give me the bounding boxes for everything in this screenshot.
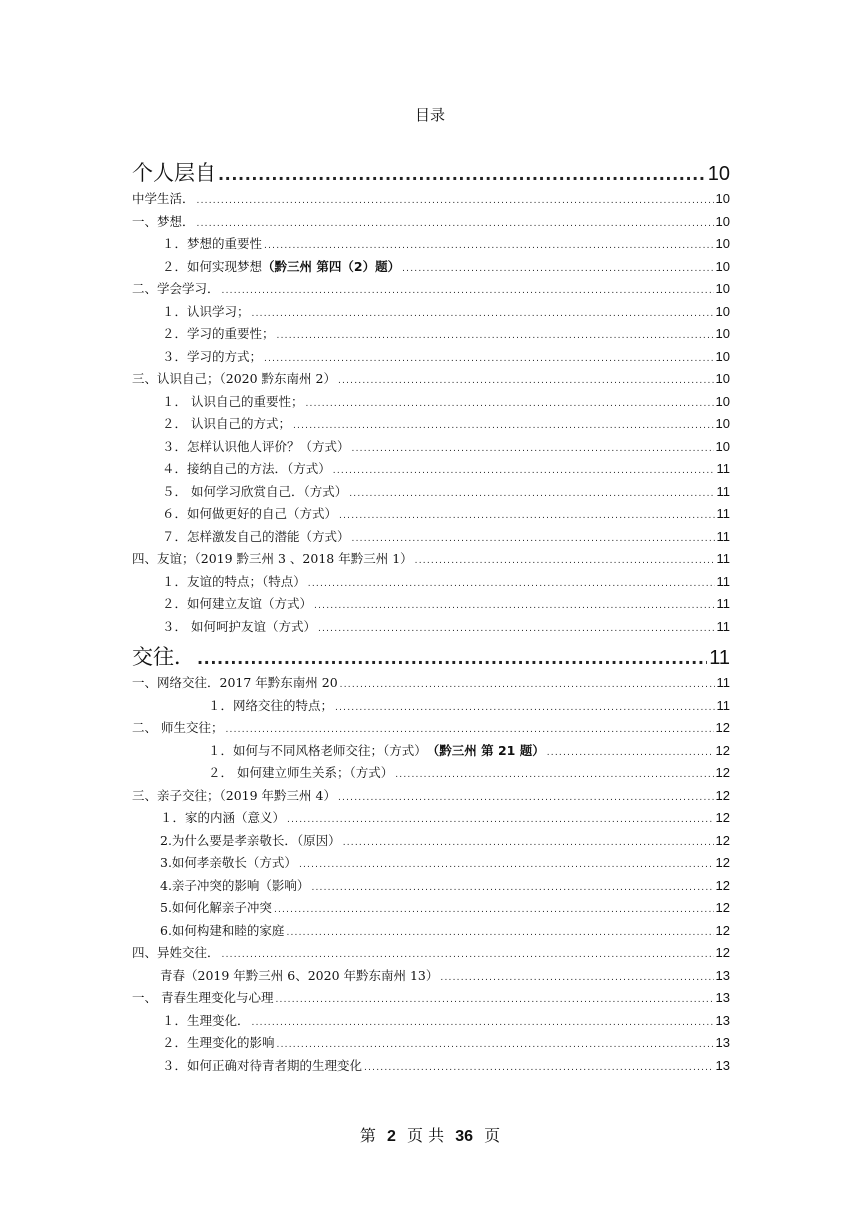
- toc-chapter-entry[interactable]: [132, 158, 730, 188]
- toc-page-number: 13: [715, 1057, 730, 1073]
- toc-entry-label: ６．如何做更好的自己（方式）: [162, 506, 338, 521]
- toc-page-number: 11: [716, 551, 730, 566]
- toc-entry[interactable]: [132, 211, 730, 234]
- toc-dot-leader: [333, 460, 715, 483]
- toc-entry-label: ４．接纳自己的方法．（方式）: [162, 461, 331, 476]
- toc-page-number: 12: [715, 720, 730, 735]
- toc-entry-label: 三、亲子交往；（2019 年黔三州 4）: [132, 787, 336, 803]
- toc-entry[interactable]: [132, 323, 730, 346]
- toc-dot-leader: [222, 944, 714, 967]
- toc-dot-leader: [314, 595, 714, 618]
- toc-entry-label: 青春（2019 年黔三州 6、2020 年黔东南州 13）: [160, 967, 439, 983]
- toc-dot-leader: [197, 190, 714, 213]
- toc-entry[interactable]: [132, 458, 730, 481]
- toc-page-number: 12: [715, 765, 730, 780]
- footer-page-number: 2: [387, 1128, 396, 1145]
- footer-suffix: 页: [484, 1126, 501, 1145]
- toc-entry[interactable]: [132, 942, 730, 965]
- toc-entry[interactable]: [132, 278, 730, 301]
- toc-page-number: 10: [715, 303, 730, 319]
- toc-dot-leader: [395, 764, 713, 787]
- toc-entry[interactable]: [132, 785, 730, 808]
- toc-dot-leader: [338, 787, 714, 810]
- toc-dot-leader: [308, 573, 715, 596]
- toc-dot-leader: [352, 528, 715, 551]
- toc-page-number: 11: [716, 506, 730, 521]
- toc-entry-label: 一、 青春生理变化与心理: [132, 990, 274, 1005]
- toc-page-number: 12: [715, 742, 730, 758]
- toc-entry-label: 4.亲子冲突的影响（影响）: [160, 877, 310, 893]
- toc-entry-label: 四、友谊；（2019 黔三州 3 、2018 年黔三州 1）: [132, 551, 413, 566]
- toc-page-number: 10: [707, 163, 730, 185]
- toc-entry-exam-note: （黔三州 第 21 题）: [426, 742, 545, 758]
- toc-entry[interactable]: [132, 897, 730, 920]
- toc-entry[interactable]: [132, 391, 730, 414]
- toc-page-number: 11: [716, 528, 730, 544]
- toc-entry-label: ３．怎样认识他人评价？（方式）: [162, 438, 350, 454]
- toc-entry[interactable]: [132, 188, 730, 211]
- toc-page-number: 10: [715, 258, 730, 274]
- toc-entry-label: １．生理变化．: [162, 1012, 250, 1028]
- toc-entry[interactable]: [132, 233, 730, 256]
- toc-dot-leader: [343, 832, 714, 855]
- toc-entry[interactable]: [132, 301, 730, 324]
- toc-entry-label: 四、异姓交往．: [132, 945, 220, 960]
- toc-dot-leader: [225, 719, 713, 742]
- toc-dot-leader: [340, 674, 715, 697]
- toc-page-number: 10: [715, 416, 730, 431]
- toc-entry-label: 5.如何化解亲子冲突: [160, 900, 272, 915]
- toc-entry-exam-note: （黔三州 第四（2）题）: [262, 258, 401, 274]
- toc-entry[interactable]: [132, 1055, 730, 1078]
- toc-entry-label: １．家的内涵（意义）: [160, 810, 286, 825]
- footer-middle: 页 共: [407, 1126, 445, 1145]
- toc-entry[interactable]: [132, 920, 730, 943]
- toc-dot-leader: [252, 303, 714, 326]
- toc-dot-leader: [547, 742, 714, 765]
- toc-entry-label: ２．学习的重要性；: [162, 326, 275, 341]
- toc-page-number: 11: [709, 647, 730, 669]
- toc-dot-leader: [293, 415, 714, 438]
- toc-page-number: 13: [715, 1035, 730, 1050]
- toc-entry-label: 二、学会学习．: [132, 281, 220, 296]
- toc-entry[interactable]: [132, 346, 730, 369]
- toc-chapter-entry[interactable]: [132, 642, 730, 672]
- toc-entry-label: １．友谊的特点；（特点）: [162, 573, 306, 589]
- toc-entry-label: ２．如何实现梦想: [162, 258, 263, 274]
- toc-entry-label: 三、认识自己；（2020 黔东南州 2）: [132, 371, 336, 386]
- toc-entry[interactable]: [132, 413, 730, 436]
- toc-entry[interactable]: [132, 830, 730, 853]
- toc-dot-leader: [218, 160, 706, 190]
- toc-entry[interactable]: [132, 481, 730, 504]
- toc-entry-label: 中学生活．: [132, 191, 195, 206]
- toc-dot-leader: [352, 438, 714, 461]
- toc-page-number: 10: [715, 191, 730, 206]
- toc-entry-label: 二、 师生交往；: [132, 720, 224, 735]
- toc-entry[interactable]: [132, 695, 730, 718]
- toc-dot-leader: [402, 258, 713, 281]
- toc-entry[interactable]: [132, 1010, 730, 1033]
- toc-dot-leader: [349, 483, 714, 506]
- toc-page-number: 11: [716, 618, 730, 634]
- toc-entry-label: ２．生理变化的影响: [162, 1035, 275, 1050]
- toc-entry-label: ５． 如何学习欣赏自己．（方式）: [162, 483, 348, 499]
- toc-entry[interactable]: [132, 526, 730, 549]
- toc-page-number: 10: [715, 348, 730, 364]
- toc-page-number: 12: [715, 922, 730, 938]
- toc-entry[interactable]: [132, 256, 730, 279]
- toc-dot-leader: [299, 854, 714, 877]
- toc-entry-label: ３．学习的方式；: [162, 348, 263, 364]
- toc-entry-label: ７．怎样激发自己的潜能（方式）: [162, 528, 350, 544]
- toc-entry-label: 6.如何构建和睦的家庭: [160, 922, 285, 938]
- toc-entry[interactable]: [132, 740, 730, 763]
- toc-page-number: 10: [715, 438, 730, 454]
- toc-entry[interactable]: [132, 593, 730, 616]
- toc-entry[interactable]: [132, 368, 730, 391]
- toc-page-number: 11: [716, 697, 730, 713]
- toc-page-number: 12: [715, 832, 730, 848]
- toc-entry-label: 2.为什么要是孝亲敬长．（原因）: [160, 832, 341, 848]
- toc-entry[interactable]: [132, 548, 730, 571]
- toc-entry-label: 交往．: [132, 645, 195, 669]
- toc-dot-leader: [305, 393, 713, 416]
- toc-dot-leader: [364, 1057, 714, 1080]
- toc-dot-leader: [275, 989, 713, 1012]
- toc-dot-leader: [264, 348, 714, 371]
- toc-page-number: 11: [716, 596, 730, 611]
- toc-dot-leader: [274, 899, 714, 922]
- toc-dot-leader: [338, 370, 714, 393]
- toc-dot-leader: [318, 618, 715, 641]
- toc-entry[interactable]: [132, 1032, 730, 1055]
- toc-entry-label: ２．如何建立友谊（方式）: [162, 596, 313, 611]
- toc-title: 目录: [414, 106, 445, 124]
- toc-page-number: 12: [715, 787, 730, 803]
- toc-entry-label: 一、网络交往．2017 年黔东南州 20: [132, 675, 338, 690]
- toc-page-number: 12: [715, 810, 730, 825]
- toc-page-number: 13: [715, 1012, 730, 1028]
- toc-dot-leader: [440, 967, 713, 990]
- toc-entry[interactable]: [132, 762, 730, 785]
- toc-page-number: 12: [715, 877, 730, 893]
- toc-page-number: 10: [715, 326, 730, 341]
- toc-dot-leader: [339, 505, 714, 528]
- toc-entry-label: ２． 如何建立师生关系；（方式）: [208, 765, 394, 780]
- toc-dot-leader: [311, 877, 713, 900]
- toc-page-number: 10: [715, 213, 730, 229]
- table-of-contents: [132, 158, 730, 1077]
- toc-dot-leader: [335, 697, 714, 720]
- footer-prefix: 第: [359, 1126, 376, 1145]
- toc-entry-label: ３．如何正确对待青者期的生理变化: [162, 1057, 363, 1073]
- page-footer: [0, 1123, 860, 1146]
- toc-entry-label: 个人层自: [132, 161, 216, 185]
- toc-page-number: 11: [716, 461, 730, 476]
- toc-page-number: 10: [715, 371, 730, 386]
- toc-dot-leader: [415, 550, 715, 573]
- toc-dot-leader: [277, 325, 714, 348]
- toc-dot-leader: [264, 235, 714, 258]
- toc-dot-leader: [252, 1012, 714, 1035]
- toc-entry-label: 3.如何孝亲敬长（方式）: [160, 855, 297, 870]
- toc-dot-leader: [286, 922, 713, 945]
- toc-dot-leader: [277, 1034, 714, 1057]
- toc-entry[interactable]: [132, 503, 730, 526]
- toc-entry-label: １．如何与不同风格老师交往；（方式）: [208, 742, 427, 758]
- toc-page-number: 11: [716, 573, 730, 589]
- toc-entry[interactable]: [132, 965, 730, 988]
- toc-entry-label: １．网络交往的特点；: [208, 697, 334, 713]
- toc-entry-label: １．梦想的重要性: [162, 236, 263, 251]
- toc-entry-label: 一、梦想．: [132, 213, 195, 229]
- toc-entry[interactable]: [132, 987, 730, 1010]
- toc-entry-label: １．认识学习；: [162, 303, 250, 319]
- toc-dot-leader: [287, 809, 714, 832]
- toc-entry[interactable]: [132, 852, 730, 875]
- toc-entry[interactable]: [132, 616, 730, 639]
- footer-total-pages: 36: [455, 1128, 473, 1145]
- toc-page-number: 13: [715, 990, 730, 1005]
- toc-page-number: 11: [716, 675, 730, 690]
- toc-entry[interactable]: [132, 436, 730, 459]
- toc-page-number: 12: [715, 855, 730, 870]
- toc-page-number: 12: [715, 945, 730, 960]
- toc-entry[interactable]: [132, 807, 730, 830]
- toc-page-number: 10: [715, 393, 730, 409]
- toc-entry-label: ３． 如何呵护友谊（方式）: [162, 618, 316, 634]
- toc-dot-leader: [222, 280, 714, 303]
- toc-page-number: 13: [715, 967, 730, 983]
- toc-entry[interactable]: [132, 875, 730, 898]
- toc-dot-leader: [197, 644, 707, 674]
- toc-entry-label: ２． 认识自己的方式；: [162, 416, 291, 431]
- toc-entry[interactable]: [132, 571, 730, 594]
- toc-entry[interactable]: [132, 717, 730, 740]
- toc-page-number: 11: [716, 483, 730, 499]
- toc-page-number: 10: [715, 236, 730, 251]
- toc-entry[interactable]: [132, 672, 730, 695]
- toc-dot-leader: [197, 213, 714, 236]
- toc-entry-label: １． 认识自己的重要性；: [162, 393, 304, 409]
- toc-page-number: 10: [715, 281, 730, 296]
- toc-page-number: 12: [715, 900, 730, 915]
